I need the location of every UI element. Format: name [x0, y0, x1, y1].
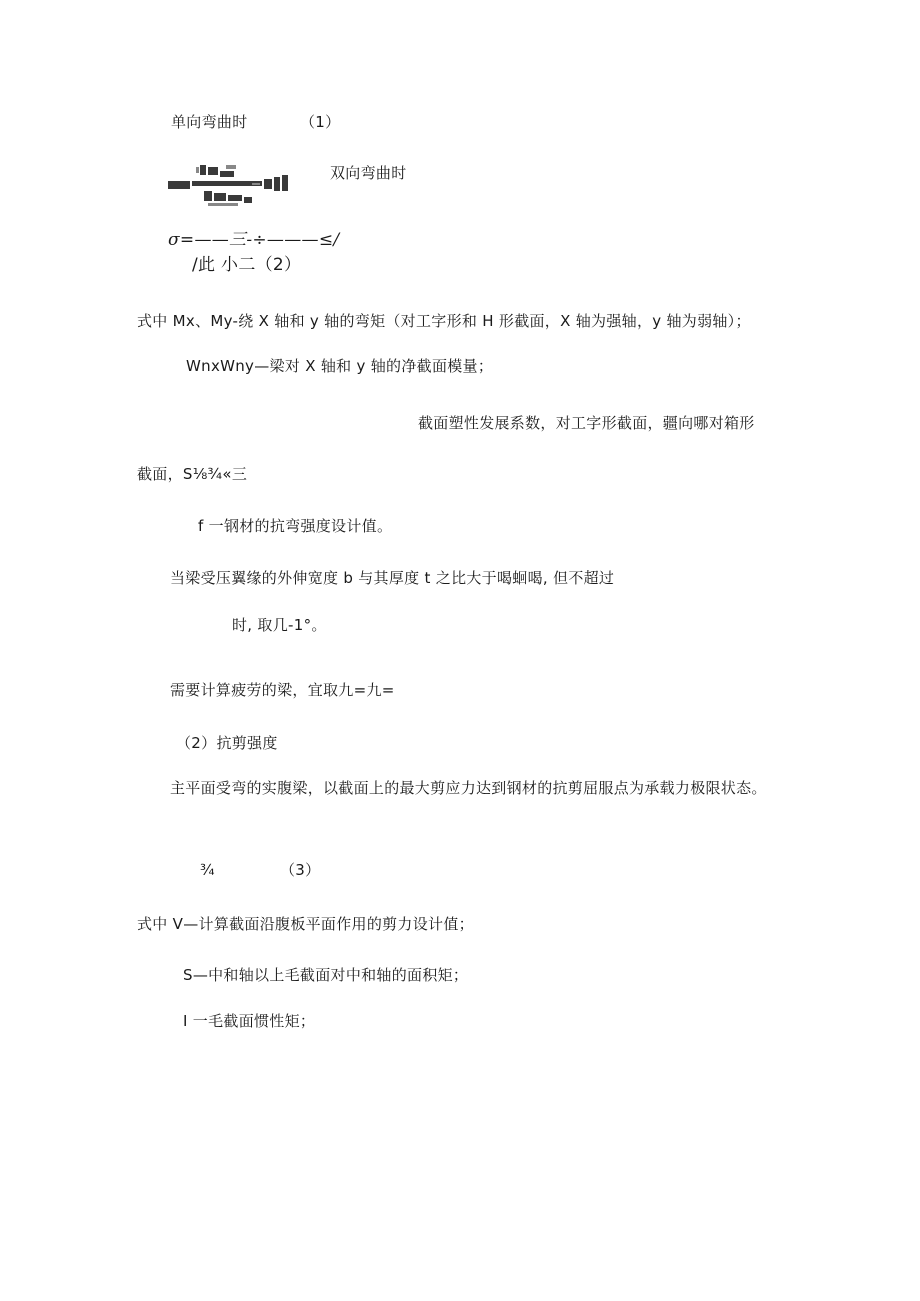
- paragraph-inertia: I 一毛截面惯性矩；: [183, 1012, 316, 1030]
- uniaxial-bending-label: 单向弯曲时: [171, 113, 248, 131]
- paragraph-flange-ratio: 当梁受压翼缘的外伸宽度 b 与其厚度 t 之比大于喝蛔喝, 但不超过: [170, 569, 615, 587]
- paragraph-shear-force: 式中 V—计算截面沿腹板平面作用的剪力设计值；: [137, 915, 474, 933]
- paragraph-fatigue: 需要计算疲劳的梁，宜取九=九=: [170, 681, 395, 699]
- paragraph-take-value: 时, 取几-1°。: [232, 616, 327, 634]
- formula-text: σ=——三-÷———≤/: [168, 230, 340, 250]
- equation-number-3: （3）: [280, 861, 321, 879]
- paragraph-moments: 式中 Mx、My-绕 X 轴和 y 轴的弯矩（对工字形和 H 形截面，X 轴为强轴，y 轴为弱轴）；: [137, 312, 751, 330]
- equation-number-1: （1）: [300, 113, 341, 131]
- paragraph-design-strength: f 一钢材的抗弯强度设计值。: [198, 517, 393, 535]
- formula-image: [168, 163, 293, 218]
- section-heading-shear: （2）抗剪强度: [176, 734, 278, 752]
- paragraph-shear-limit: 主平面受弯的实腹梁，以截面上的最大剪应力达到钢材的抗剪屈服点为承载力极限状态。: [170, 779, 767, 797]
- biaxial-bending-label: 双向弯曲时: [330, 164, 407, 182]
- formula-3-fragment: ¾: [200, 861, 215, 879]
- formula-continuation: /此 小二（2）: [192, 255, 302, 275]
- paragraph-section-modulus: WnxWny—梁对 X 轴和 y 轴的净截面模量；: [186, 357, 494, 375]
- paragraph-box-section: 截面，S⅛¾«三: [137, 465, 248, 483]
- paragraph-plastic-coefficient: 截面塑性发展系数，对工字形截面，疆向哪对箱形: [418, 414, 755, 432]
- paragraph-area-moment: S—中和轴以上毛截面对中和轴的面积矩；: [183, 966, 469, 984]
